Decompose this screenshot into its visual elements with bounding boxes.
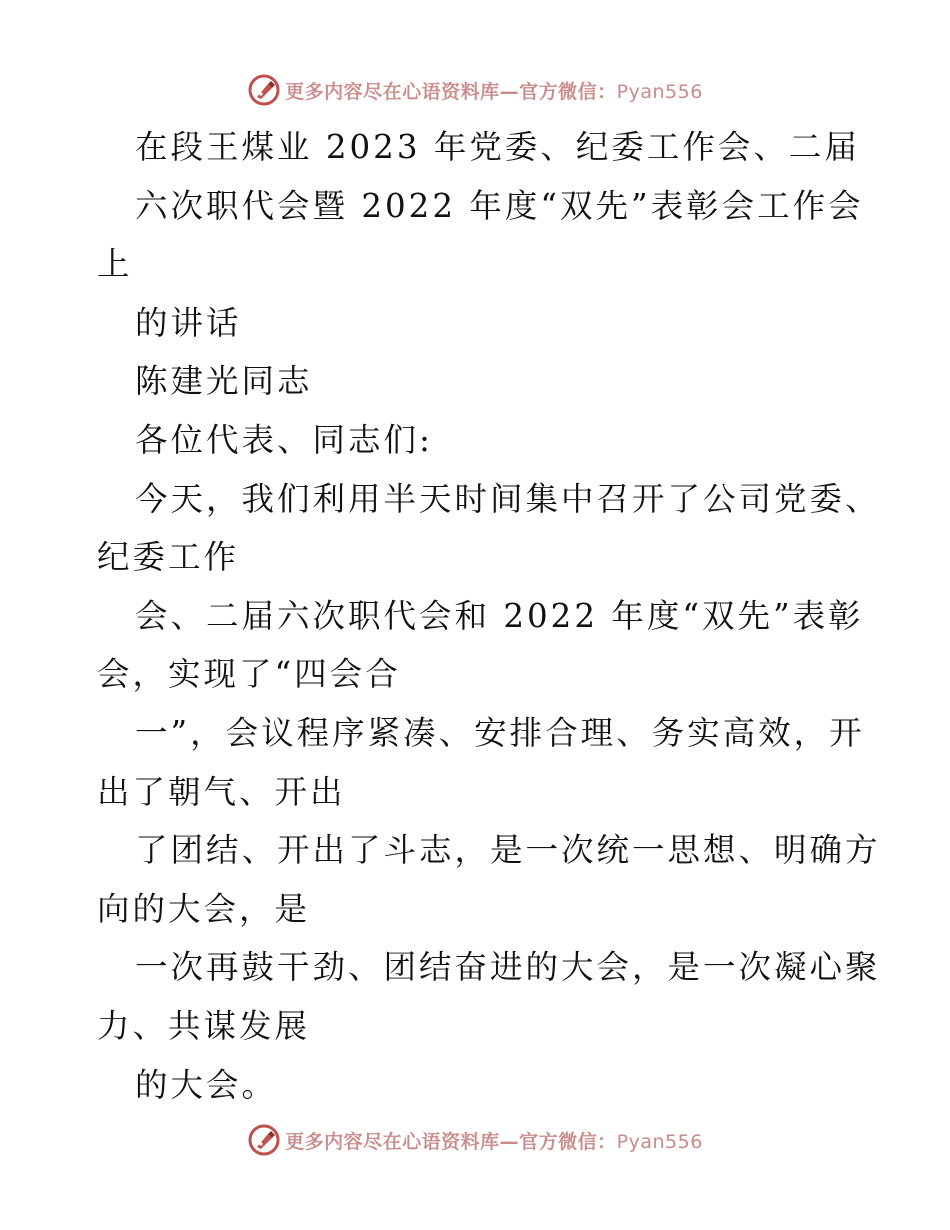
banner-text (285, 1127, 703, 1154)
text-line: 的讲话 (135, 303, 242, 342)
pen-nib-logo-icon (247, 73, 281, 107)
banner-text-cn: 更多内容尽在心语资料库—官方微信： (285, 1130, 617, 1153)
text-line: 六次职代会暨 2022 年度“双先”表彰会工作会 (135, 186, 864, 225)
banner-text (285, 77, 703, 104)
text-line: 一次再鼓干劲、团结奋进的大会，是一次凝心聚 (135, 948, 881, 987)
text-line: 的大会。 (135, 1065, 278, 1104)
text-line: 陈建光同志 (135, 362, 313, 401)
text-line: 了团结、开出了斗志，是一次统一思想、明确方 (135, 831, 881, 870)
text-line: 各位代表、同志们: (135, 420, 433, 459)
header-banner (0, 70, 950, 110)
text-line: 向的大会，是 (97, 889, 311, 928)
text-line: 今天，我们利用半天时间集中召开了公司党委、 (135, 479, 881, 518)
text-line: 在段王煤业 2023 年党委、纪委工作会、二届 (135, 128, 860, 166)
banner-wechat-id: Pyan556 (616, 1130, 703, 1153)
pen-nib-logo-icon (247, 1123, 281, 1157)
text-line: 会，实现了“四会合 (97, 655, 401, 694)
banner-text-cn: 更多内容尽在心语资料库—官方微信： (285, 80, 617, 103)
banner-wechat-id: Pyan556 (616, 80, 703, 103)
text-line: 力、共谋发展 (97, 1006, 311, 1045)
text-line: 一”，会议程序紧凑、安排合理、务实高效，开 (135, 713, 865, 752)
text-line: 纪委工作 (97, 538, 240, 577)
text-line: 会、二届六次职代会和 2022 年度“双先”表彰 (135, 596, 864, 635)
text-line: 上 (97, 245, 133, 284)
text-line: 出了朝气、开出 (97, 772, 346, 811)
footer-banner (0, 1120, 950, 1160)
document-body (97, 118, 881, 1114)
